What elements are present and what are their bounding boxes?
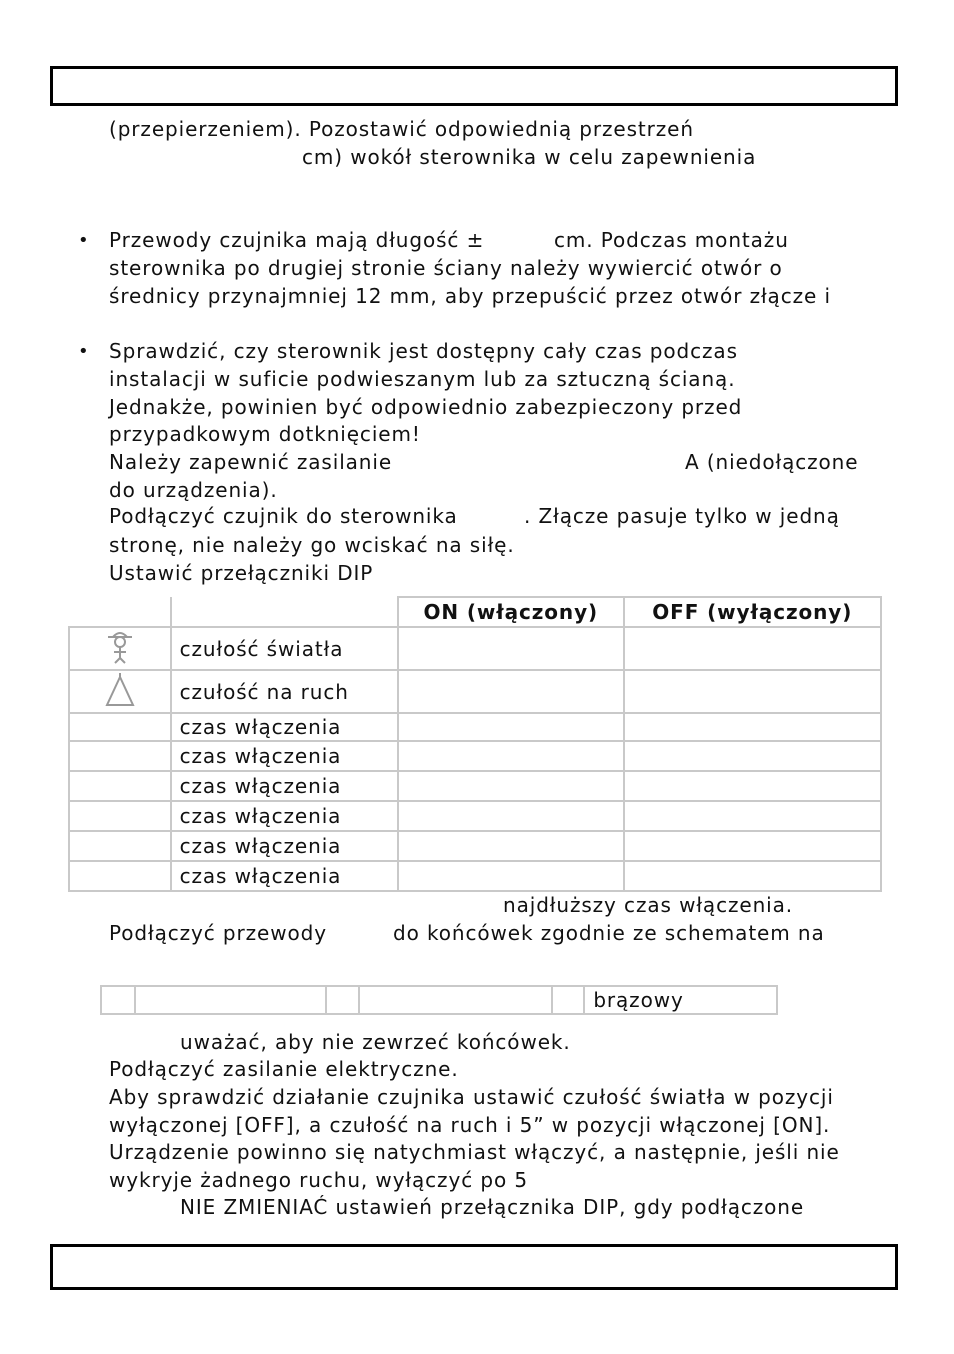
table-cell-on bbox=[398, 741, 624, 771]
table-cell-icon bbox=[69, 831, 171, 861]
footer-box bbox=[50, 1244, 898, 1290]
text-line: cm. Podczas montażu bbox=[554, 228, 789, 252]
text-line: wykryje żadnego ruchu, wyłączyć po 5 bbox=[109, 1168, 528, 1192]
dip-switch-table bbox=[68, 596, 882, 892]
table-cell-label: czułość na ruch bbox=[171, 670, 398, 713]
bullet-icon: • bbox=[78, 230, 89, 251]
table-cell-label: czas włączenia bbox=[171, 801, 398, 831]
table-cell-off bbox=[624, 713, 881, 741]
text-line: A (niedołączone bbox=[685, 450, 859, 474]
table-cell bbox=[135, 986, 326, 1014]
motion-cone-icon bbox=[69, 670, 171, 713]
table-cell-label: czułość światła bbox=[171, 627, 398, 670]
table-cell-label: czas włączenia bbox=[171, 741, 398, 771]
text-line: Przewody czujnika mają długość ± bbox=[109, 228, 485, 252]
table-cell-label: czas włączenia bbox=[171, 861, 398, 891]
text-line: uważać, aby nie zewrzeć końcówek. bbox=[180, 1030, 571, 1054]
wire-color-table bbox=[100, 985, 778, 1015]
table-cell bbox=[326, 986, 359, 1014]
table-cell-on bbox=[398, 861, 624, 891]
table-row bbox=[69, 801, 881, 831]
table-cell-on bbox=[398, 713, 624, 741]
table-cell-off bbox=[624, 831, 881, 861]
text-line: do końcówek zgodnie ze schematem na bbox=[393, 921, 825, 945]
text-line: stronę, nie należy go wciskać na siłę. bbox=[109, 533, 515, 557]
table-cell bbox=[101, 986, 135, 1014]
text-line: Podłączyć czujnik do sterownika bbox=[109, 504, 458, 528]
text-line: instalacji w suficie podwieszanym lub za sztuczną ścianą. bbox=[109, 367, 736, 391]
table-header-cell bbox=[69, 597, 171, 627]
text-line: przypadkowym dotknięciem! bbox=[109, 422, 421, 446]
text-line: Podłączyć zasilanie elektryczne. bbox=[109, 1057, 459, 1081]
person-lamp-icon bbox=[69, 627, 171, 670]
table-cell-on bbox=[398, 831, 624, 861]
text-line: (przepierzeniem). Pozostawić odpowiednią przestrzeń bbox=[109, 117, 694, 141]
text-line: najdłuższy czas włączenia. bbox=[503, 893, 794, 917]
table-header-cell bbox=[171, 597, 398, 627]
text-line: średnicy przynajmniej 12 mm, aby przepuścić przez otwór złącze i bbox=[109, 284, 831, 308]
text-line: wyłączonej [OFF], a czułość na ruch i 5” w pozycji włączonej [ON]. bbox=[109, 1113, 831, 1137]
table-cell bbox=[552, 986, 584, 1014]
table-row bbox=[69, 861, 881, 891]
table-cell-label: czas włączenia bbox=[171, 713, 398, 741]
table-header-row bbox=[69, 597, 881, 627]
table-cell bbox=[359, 986, 552, 1014]
text-line: sterownika po drugiej stronie ściany należy wywiercić otwór o bbox=[109, 256, 783, 280]
bullet-icon: • bbox=[78, 341, 89, 362]
text-line: Należy zapewnić zasilanie bbox=[109, 450, 393, 474]
table-cell-icon bbox=[69, 741, 171, 771]
text-line: Podłączyć przewody bbox=[109, 921, 327, 945]
table-cell-icon bbox=[69, 713, 171, 741]
text-line: cm) wokół sterownika w celu zapewnienia bbox=[302, 145, 757, 169]
table-cell-off bbox=[624, 627, 881, 670]
table-cell-on bbox=[398, 801, 624, 831]
wire-color-label: brązowy bbox=[584, 986, 777, 1014]
table-row bbox=[69, 627, 881, 670]
text-line: Ustawić przełączniki DIP bbox=[109, 561, 374, 585]
table-row bbox=[69, 670, 881, 713]
text-line: Sprawdzić, czy sterownik jest dostępny cały czas podczas bbox=[109, 339, 738, 363]
table-cell-off bbox=[624, 741, 881, 771]
table-cell-off bbox=[624, 801, 881, 831]
table-cell-label: czas włączenia bbox=[171, 831, 398, 861]
table-cell-off bbox=[624, 670, 881, 713]
table-cell-on bbox=[398, 627, 624, 670]
table-cell-on bbox=[398, 771, 624, 801]
text-line: Jednakże, powinien być odpowiednio zabezpieczony przed bbox=[109, 395, 743, 419]
table-cell-off bbox=[624, 771, 881, 801]
table-cell-on bbox=[398, 670, 624, 713]
text-line: NIE ZMIENIAĆ ustawień przełącznika DIP, gdy podłączone bbox=[180, 1195, 805, 1219]
table-cell-label: czas włączenia bbox=[171, 771, 398, 801]
text-line: . Złącze pasuje tylko w jedną bbox=[524, 504, 840, 528]
table-header-off: OFF (wyłączony) bbox=[624, 597, 881, 627]
table-row bbox=[69, 713, 881, 741]
table-cell-off bbox=[624, 861, 881, 891]
table-row bbox=[101, 986, 777, 1014]
text-line: Urządzenie powinno się natychmiast włączyć, a następnie, jeśli nie bbox=[109, 1140, 840, 1164]
table-cell-icon bbox=[69, 771, 171, 801]
table-row bbox=[69, 831, 881, 861]
header-box bbox=[50, 66, 898, 106]
text-line: Aby sprawdzić działanie czujnika ustawić czułość światła w pozycji bbox=[109, 1085, 834, 1109]
table-row bbox=[69, 771, 881, 801]
table-header-on: ON (włączony) bbox=[398, 597, 624, 627]
table-row bbox=[69, 741, 881, 771]
table-cell-icon bbox=[69, 801, 171, 831]
text-line: do urządzenia). bbox=[109, 478, 278, 502]
table-cell-icon bbox=[69, 861, 171, 891]
